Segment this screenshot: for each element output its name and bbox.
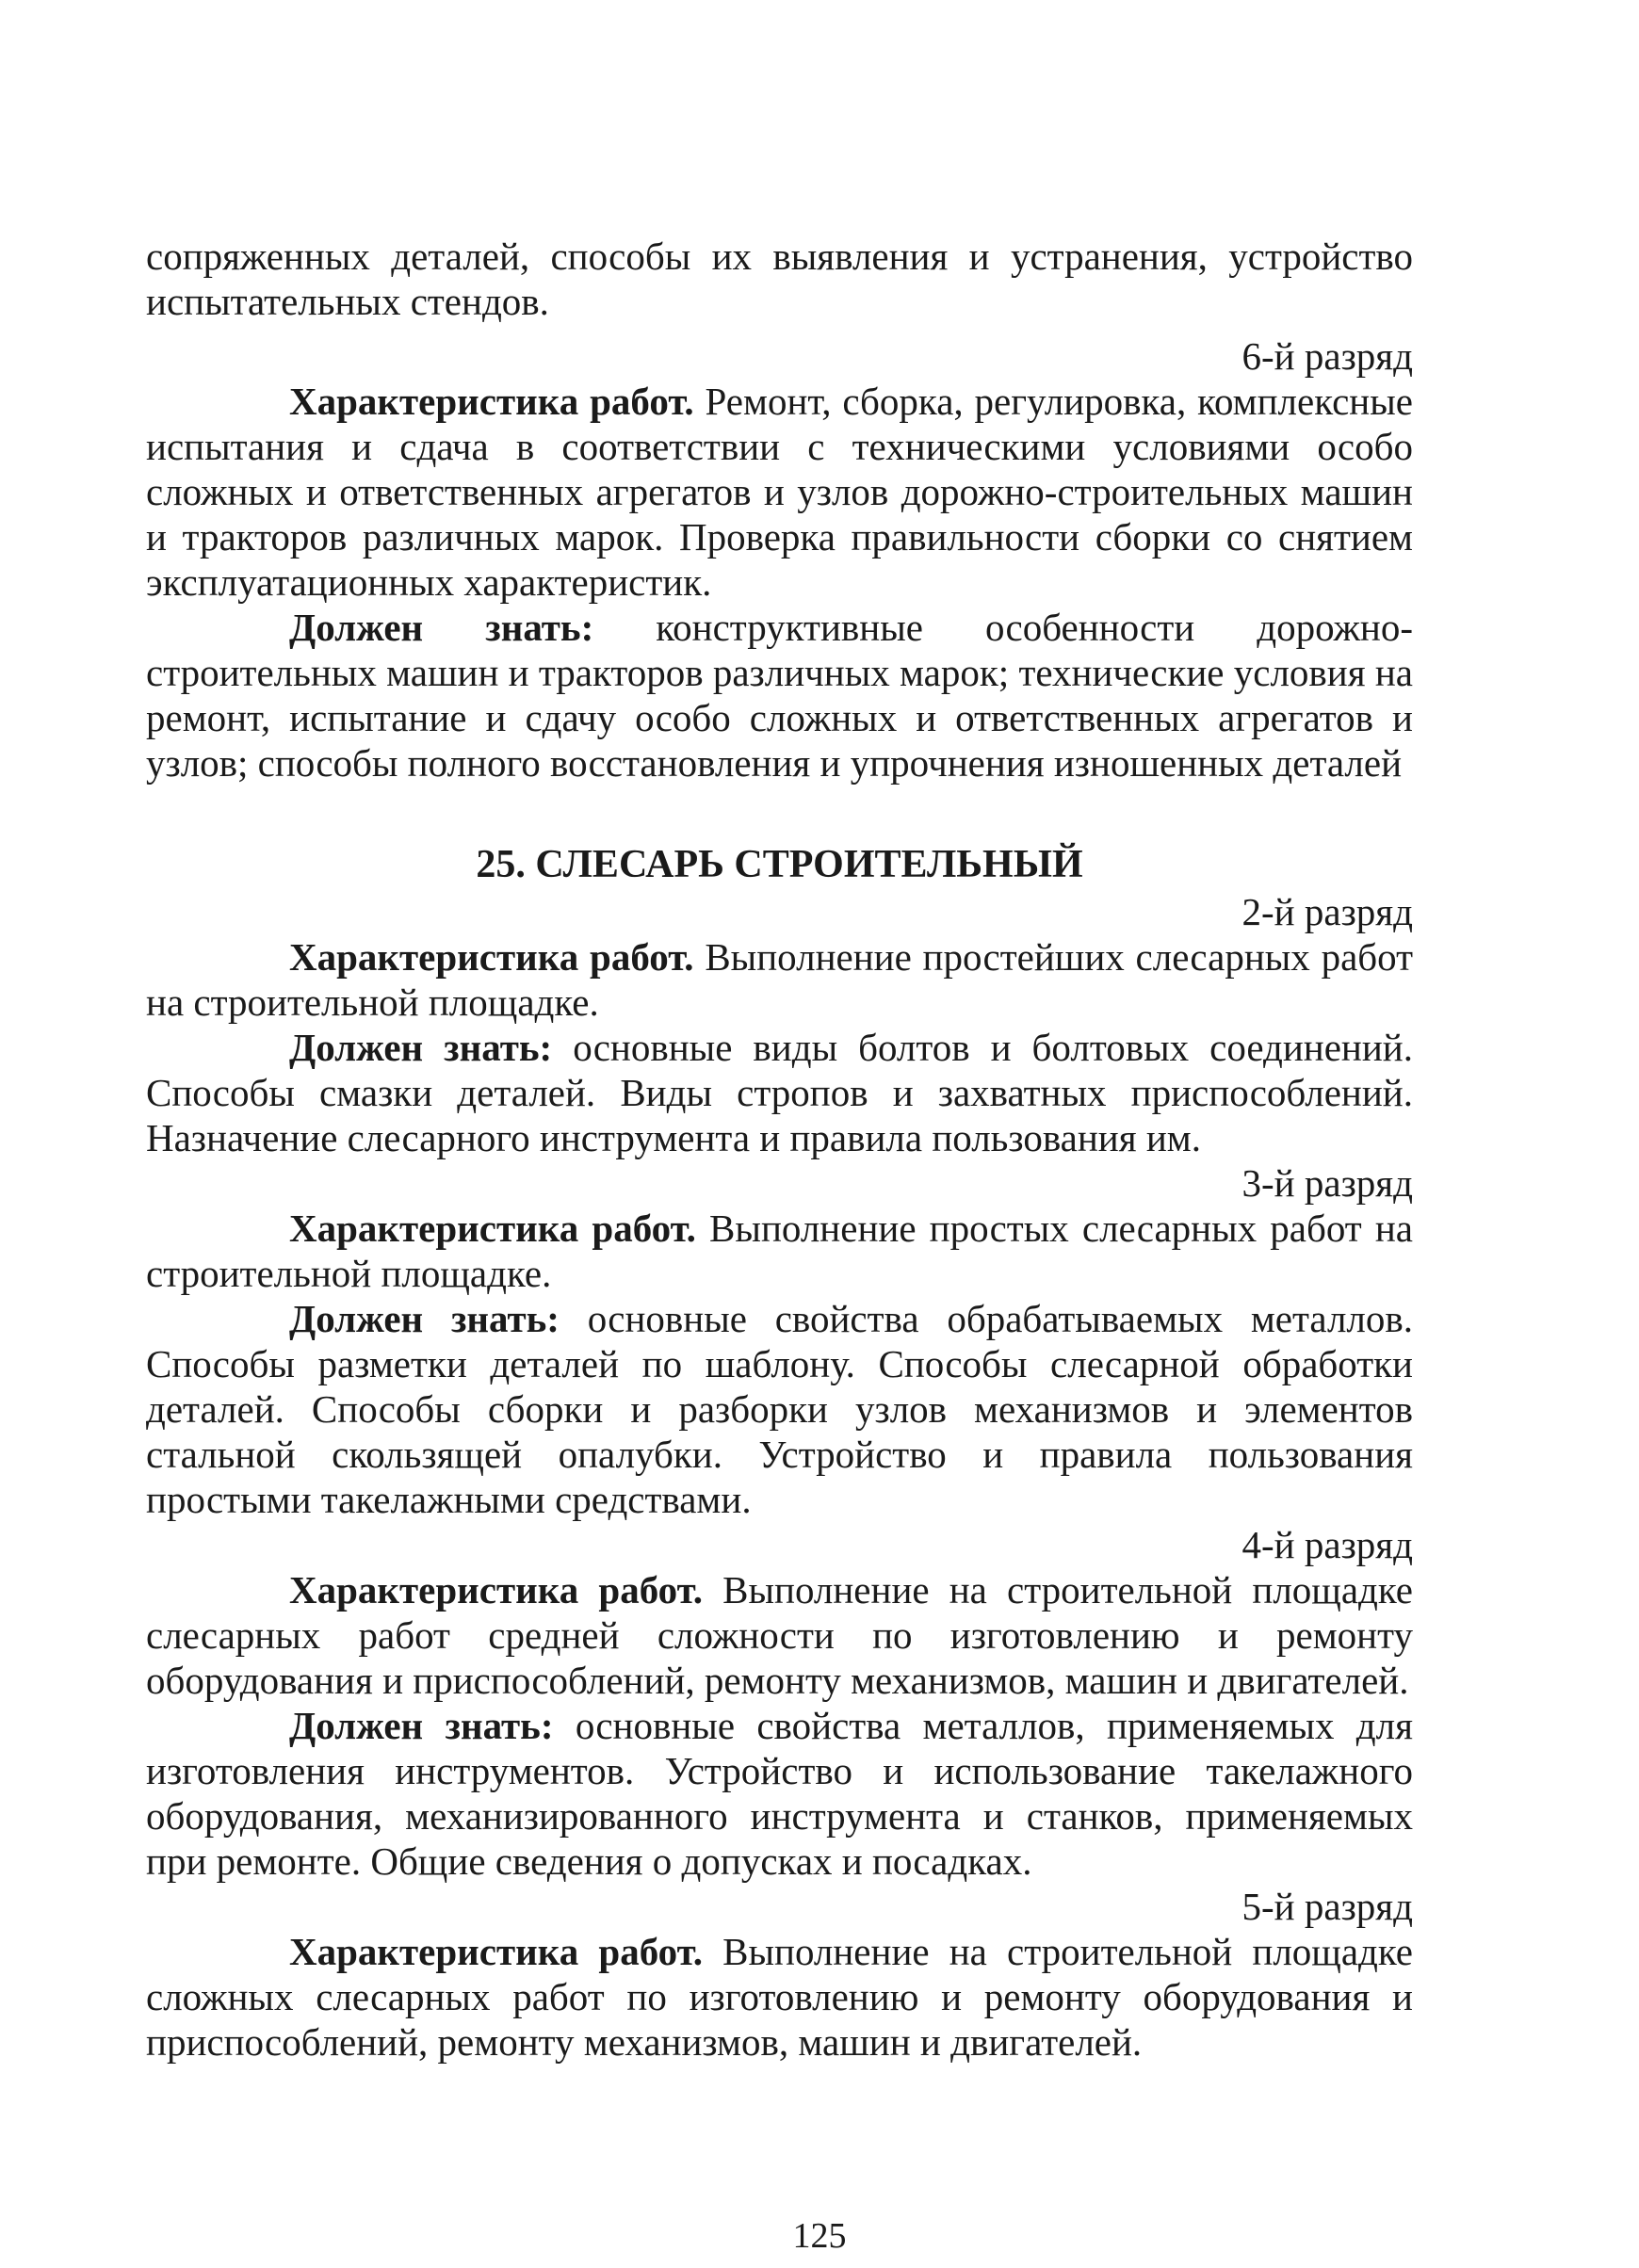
characteristics-label: Характеристика работ. (289, 1568, 703, 1612)
characteristics-text: Ремонт, сборка, регулировка, комплексные испытания и сдача в соответствии с техническими условиями особо сложных и ответственных агрегатов и узлов дорожно-строительных машин и тракторов различных марок. Проверка правильности сборки со снятием эксплуатационных характеристик. (146, 380, 1413, 604)
knowledge-label: Должен знать: (289, 1297, 560, 1340)
grade-4-knowledge (146, 1703, 1413, 1884)
grade-2-knowledge (146, 1025, 1413, 1160)
grade-3-characteristics (146, 1206, 1413, 1296)
characteristics-text: Выполнение простейших слесарных работ на строительной площадке. (146, 935, 1413, 1024)
page-number: 125 (792, 2216, 847, 2256)
grade-3-label: 3-й разряд (1241, 1161, 1413, 1205)
characteristics-label: Характеристика работ. (289, 1930, 703, 1973)
characteristics-label: Характеристика работ. (289, 935, 694, 979)
knowledge-label: Должен знать: (289, 606, 594, 649)
grade-2-block (146, 889, 1413, 1160)
knowledge-text: основные свойства металлов, применяемых для изготовления инструментов. Устройство и использование такелажного оборудования, механизированного инструмента и станков, применяемых при ремонте. Общие сведения о допусках и посадках. (146, 1704, 1413, 1883)
characteristics-label: Характеристика работ. (289, 1207, 696, 1250)
grade-6-label: 6-й разряд (1241, 334, 1413, 378)
page-body (146, 234, 1413, 2065)
knowledge-text: основные виды болтов и болтовых соединений. Способы смазки деталей. Виды стропов и захватных приспособлений. Назначение слесарного инструмента и правила пользования им. (146, 1026, 1413, 1159)
continuation-paragraph: сопряженных деталей, способы их выявления и устранения, устройство испытательных стендов. (146, 235, 1413, 323)
grade-3-block (146, 1160, 1413, 1522)
grade-4-block (146, 1522, 1413, 1884)
grade-6-block (146, 333, 1413, 786)
grade-6-knowledge (146, 605, 1413, 786)
grade-2-label: 2-й разряд (1241, 890, 1413, 933)
characteristics-label: Характеристика работ. (289, 380, 694, 423)
knowledge-text: конструктивные особенности дорожно-строительных машин и тракторов различных марок; технические условия на ремонт, испытание и сдачу особо сложных и ответственных агрегатов и узлов; способы полного восстановления и упрочнения изношенных деталей (146, 606, 1413, 785)
grade-5-block (146, 1884, 1413, 2065)
characteristics-text: Выполнение простых слесарных работ на строительной площадке. (146, 1207, 1413, 1295)
grade-5-label: 5-й разряд (1241, 1885, 1413, 1928)
characteristics-text: Выполнение на строительной площадке сложных слесарных работ по изготовлению и ремонту оборудования и приспособлений, ремонту механизмов, машин и двигателей. (146, 1930, 1414, 2064)
grade-4-label: 4-й разряд (1241, 1523, 1413, 1566)
grade-3-knowledge (146, 1296, 1413, 1522)
section-title: 25. СЛЕСАРЬ СТРОИТЕЛЬНЫЙ (476, 843, 1083, 886)
knowledge-text: основные свойства обрабатываемых металлов. Способы разметки деталей по шаблону. Способы слесарной обработки деталей. Способы сборки и разборки узлов механизмов и элементов стальной скользящей опалубки. Устройство и правила пользования простыми такелажными средствами. (146, 1297, 1413, 1521)
grade-2-characteristics (146, 934, 1413, 1025)
knowledge-label: Должен знать: (289, 1026, 553, 1069)
knowledge-label: Должен знать: (289, 1704, 554, 1747)
grade-6-characteristics (146, 379, 1413, 605)
characteristics-text: Выполнение на строительной площадке слесарных работ средней сложности по изготовлению и ремонту оборудования и приспособлений, ремонту механизмов, машин и двигателей. (146, 1568, 1414, 1702)
grade-4-characteristics (146, 1567, 1413, 1703)
grade-5-characteristics (146, 1929, 1413, 2065)
